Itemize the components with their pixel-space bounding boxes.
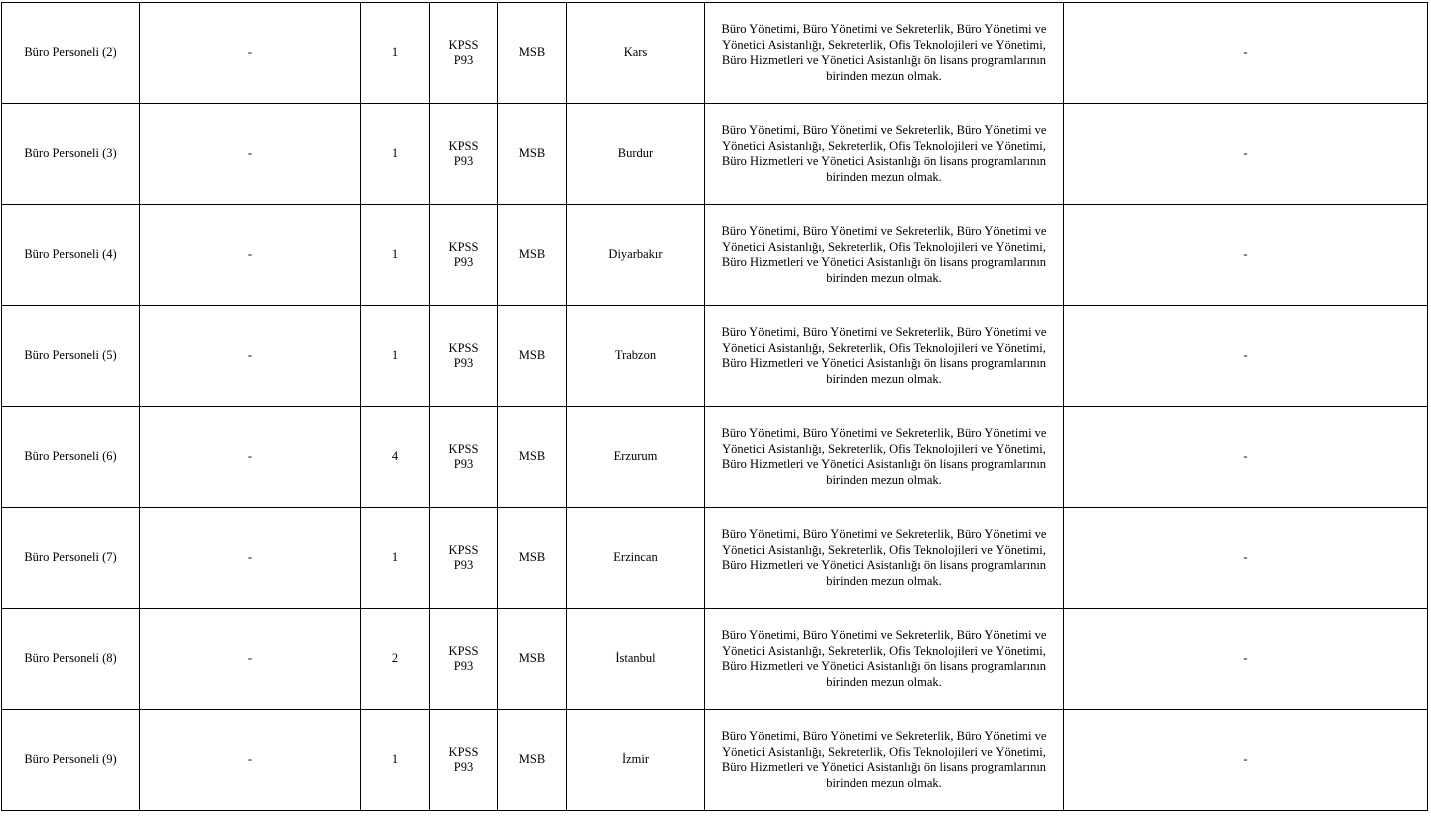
special-condition-cell: - [140,306,361,407]
table-row [2,710,1428,811]
exam-type-cell [430,710,498,811]
position-count-cell: 4 [361,407,430,508]
position-count-cell: 1 [361,306,430,407]
notes-cell: - [1064,407,1428,508]
score-type: P93 [453,154,474,168]
organization-cell: MSB [498,609,567,710]
qualification-cell: Büro Yönetimi, Büro Yönetimi ve Sekreterlik, Büro Yönetimi ve Yönetici Asistanlığı, Sekreterlik, Ofis Teknolojileri ve Yönetimi, Büro Hizmetleri ve Yönetici Asistanlığı ön lisans programlarının birinden mezun olmak. [705,306,1064,407]
qualification-cell: Büro Yönetimi, Büro Yönetimi ve Sekreterlik, Büro Yönetimi ve Yönetici Asistanlığı, Sekreterlik, Ofis Teknolojileri ve Yönetimi, Büro Hizmetleri ve Yönetici Asistanlığı ön lisans programlarının birinden mezun olmak. [705,609,1064,710]
city-cell: Diyarbakır [567,205,705,306]
city-cell: İzmir [567,710,705,811]
city-cell: Erzincan [567,508,705,609]
special-condition-cell: - [140,609,361,710]
table-row [2,205,1428,306]
table-row [2,609,1428,710]
score-type: P93 [453,659,474,673]
notes-cell: - [1064,306,1428,407]
notes-cell: - [1064,205,1428,306]
table-row [2,3,1428,104]
position-title-cell: Büro Personeli (5) [2,306,140,407]
notes-cell: - [1064,609,1428,710]
notes-cell: - [1064,508,1428,609]
exam-name: KPSS [448,542,479,557]
organization-cell: MSB [498,407,567,508]
city-cell: Erzurum [567,407,705,508]
score-type: P93 [453,558,474,572]
score-type: P93 [453,356,474,370]
exam-type-cell [430,407,498,508]
exam-name: KPSS [448,441,479,456]
score-type: P93 [453,760,474,774]
notes-cell: - [1064,104,1428,205]
special-condition-cell: - [140,710,361,811]
notes-cell: - [1064,710,1428,811]
position-title-cell: Büro Personeli (3) [2,104,140,205]
organization-cell: MSB [498,710,567,811]
notes-cell: - [1064,3,1428,104]
qualification-cell: Büro Yönetimi, Büro Yönetimi ve Sekreterlik, Büro Yönetimi ve Yönetici Asistanlığı, Sekreterlik, Ofis Teknolojileri ve Yönetimi, Büro Hizmetleri ve Yönetici Asistanlığı ön lisans programlarının birinden mezun olmak. [705,407,1064,508]
position-count-cell: 1 [361,205,430,306]
position-title-cell: Büro Personeli (8) [2,609,140,710]
qualification-cell: Büro Yönetimi, Büro Yönetimi ve Sekreterlik, Büro Yönetimi ve Yönetici Asistanlığı, Sekreterlik, Ofis Teknolojileri ve Yönetimi, Büro Hizmetleri ve Yönetici Asistanlığı ön lisans programlarının birinden mezun olmak. [705,710,1064,811]
position-count-cell: 1 [361,104,430,205]
qualification-cell: Büro Yönetimi, Büro Yönetimi ve Sekreterlik, Büro Yönetimi ve Yönetici Asistanlığı, Sekreterlik, Ofis Teknolojileri ve Yönetimi, Büro Hizmetleri ve Yönetici Asistanlığı ön lisans programlarının birinden mezun olmak. [705,205,1064,306]
special-condition-cell: - [140,407,361,508]
score-type: P93 [453,457,474,471]
position-count-cell: 1 [361,710,430,811]
city-cell: Burdur [567,104,705,205]
exam-name: KPSS [448,138,479,153]
table-row [2,508,1428,609]
city-cell: Kars [567,3,705,104]
table-row [2,104,1428,205]
organization-cell: MSB [498,205,567,306]
special-condition-cell: - [140,205,361,306]
city-cell: Trabzon [567,306,705,407]
exam-type-cell [430,306,498,407]
exam-name: KPSS [448,239,479,254]
exam-type-cell [430,508,498,609]
position-title-cell: Büro Personeli (2) [2,3,140,104]
exam-type-cell [430,104,498,205]
exam-name: KPSS [448,744,479,759]
position-count-cell: 2 [361,609,430,710]
exam-type-cell [430,205,498,306]
score-type: P93 [453,255,474,269]
organization-cell: MSB [498,3,567,104]
position-title-cell: Büro Personeli (9) [2,710,140,811]
qualification-cell: Büro Yönetimi, Büro Yönetimi ve Sekreterlik, Büro Yönetimi ve Yönetici Asistanlığı, Sekreterlik, Ofis Teknolojileri ve Yönetimi, Büro Hizmetleri ve Yönetici Asistanlığı ön lisans programlarının birinden mezun olmak. [705,3,1064,104]
position-title-cell: Büro Personeli (7) [2,508,140,609]
table-row [2,407,1428,508]
organization-cell: MSB [498,508,567,609]
qualification-cell: Büro Yönetimi, Büro Yönetimi ve Sekreterlik, Büro Yönetimi ve Yönetici Asistanlığı, Sekreterlik, Ofis Teknolojileri ve Yönetimi, Büro Hizmetleri ve Yönetici Asistanlığı ön lisans programlarının birinden mezun olmak. [705,508,1064,609]
city-cell: İstanbul [567,609,705,710]
exam-type-cell [430,3,498,104]
position-title-cell: Büro Personeli (4) [2,205,140,306]
exam-type-cell [430,609,498,710]
special-condition-cell: - [140,508,361,609]
score-type: P93 [453,53,474,67]
organization-cell: MSB [498,306,567,407]
job-positions-table [1,2,1428,811]
organization-cell: MSB [498,104,567,205]
table-body [2,3,1428,811]
qualification-cell: Büro Yönetimi, Büro Yönetimi ve Sekreterlik, Büro Yönetimi ve Yönetici Asistanlığı, Sekreterlik, Ofis Teknolojileri ve Yönetimi, Büro Hizmetleri ve Yönetici Asistanlığı ön lisans programlarının birinden mezun olmak. [705,104,1064,205]
special-condition-cell: - [140,3,361,104]
position-count-cell: 1 [361,3,430,104]
table-row [2,306,1428,407]
position-count-cell: 1 [361,508,430,609]
exam-name: KPSS [448,340,479,355]
exam-name: KPSS [448,643,479,658]
special-condition-cell: - [140,104,361,205]
position-title-cell: Büro Personeli (6) [2,407,140,508]
exam-name: KPSS [448,37,479,52]
